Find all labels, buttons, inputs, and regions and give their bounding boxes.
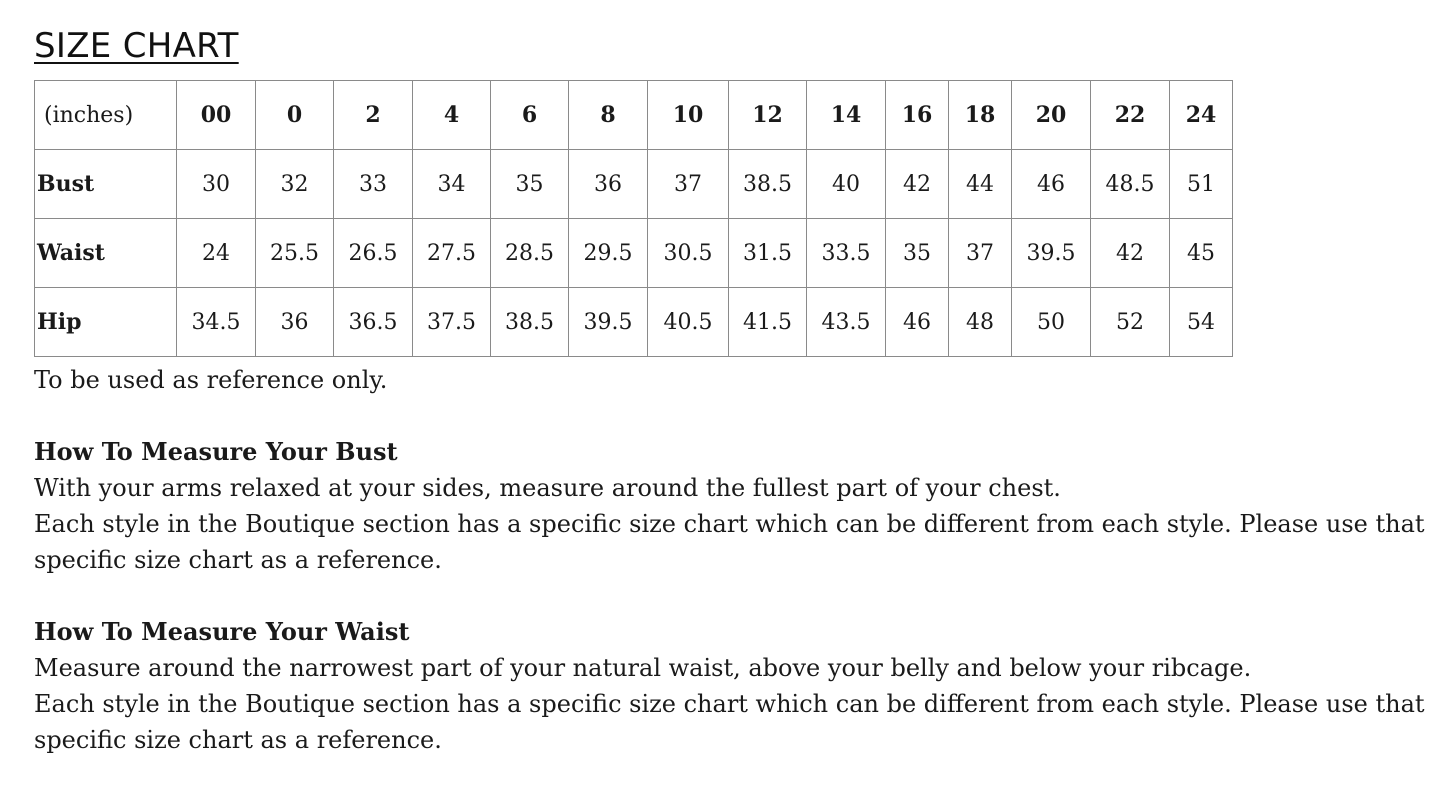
table-cell: 40.5	[648, 288, 729, 357]
bust-measure-section	[34, 434, 1434, 578]
table-cell: 38.5	[729, 150, 807, 219]
size-header-18: 18	[949, 81, 1012, 150]
table-cell: 33	[334, 150, 413, 219]
table-cell: 44	[949, 150, 1012, 219]
table-cell: 41.5	[729, 288, 807, 357]
page-title: SIZE CHART	[34, 26, 239, 66]
table-cell: 37	[648, 150, 729, 219]
table-cell: 43.5	[807, 288, 886, 357]
size-header-0: 0	[256, 81, 334, 150]
size-header-22: 22	[1091, 81, 1170, 150]
table-cell: 30.5	[648, 219, 729, 288]
table-cell: 36	[569, 150, 648, 219]
size-header-00: 00	[177, 81, 256, 150]
table-row-hip	[35, 288, 1233, 357]
table-cell: 40	[807, 150, 886, 219]
table-cell: 33.5	[807, 219, 886, 288]
size-header-row	[35, 81, 1233, 150]
size-chart-table	[34, 80, 1233, 357]
table-row-waist	[35, 219, 1233, 288]
waist-instruction-text: Measure around the narrowest part of your natural waist, above your belly and below your ribcage.	[34, 654, 1252, 682]
bust-instruction-text: With your arms relaxed at your sides, measure around the fullest part of your chest.	[34, 474, 1061, 502]
size-header-6: 6	[491, 81, 569, 150]
row-label-hip: Hip	[35, 288, 177, 357]
table-cell: 32	[256, 150, 334, 219]
table-cell: 29.5	[569, 219, 648, 288]
table-cell: 50	[1012, 288, 1091, 357]
size-header-4: 4	[413, 81, 491, 150]
table-cell: 39.5	[1012, 219, 1091, 288]
table-cell: 36	[256, 288, 334, 357]
table-cell: 39.5	[569, 288, 648, 357]
bust-style-note: Each style in the Boutique section has a specific size chart which can be different from each style. Please use that specific size chart as a reference.	[34, 510, 1425, 574]
row-label-waist: Waist	[35, 219, 177, 288]
table-cell: 24	[177, 219, 256, 288]
size-header-20: 20	[1012, 81, 1091, 150]
table-cell: 46	[886, 288, 949, 357]
size-header-8: 8	[569, 81, 648, 150]
table-cell: 30	[177, 150, 256, 219]
unit-label: (inches)	[35, 81, 177, 150]
reference-note: To be used as reference only.	[34, 366, 388, 394]
table-cell: 26.5	[334, 219, 413, 288]
table-cell: 38.5	[491, 288, 569, 357]
table-cell: 31.5	[729, 219, 807, 288]
table-cell: 34	[413, 150, 491, 219]
size-header-10: 10	[648, 81, 729, 150]
table-cell: 51	[1170, 150, 1233, 219]
bust-section-heading: How To Measure Your Bust	[34, 437, 398, 466]
size-header-12: 12	[729, 81, 807, 150]
table-cell: 35	[886, 219, 949, 288]
waist-measure-section	[34, 614, 1434, 758]
size-header-14: 14	[807, 81, 886, 150]
waist-section-heading: How To Measure Your Waist	[34, 617, 410, 646]
table-cell: 42	[886, 150, 949, 219]
table-cell: 48.5	[1091, 150, 1170, 219]
table-cell: 52	[1091, 288, 1170, 357]
table-cell: 46	[1012, 150, 1091, 219]
table-cell: 54	[1170, 288, 1233, 357]
table-cell: 48	[949, 288, 1012, 357]
table-row-bust	[35, 150, 1233, 219]
size-header-24: 24	[1170, 81, 1233, 150]
table-cell: 25.5	[256, 219, 334, 288]
waist-style-note: Each style in the Boutique section has a specific size chart which can be different from each style. Please use that specific size chart as a reference.	[34, 690, 1425, 754]
table-cell: 34.5	[177, 288, 256, 357]
table-cell: 37.5	[413, 288, 491, 357]
size-header-16: 16	[886, 81, 949, 150]
size-header-2: 2	[334, 81, 413, 150]
table-cell: 36.5	[334, 288, 413, 357]
table-cell: 27.5	[413, 219, 491, 288]
table-cell: 45	[1170, 219, 1233, 288]
table-cell: 28.5	[491, 219, 569, 288]
table-cell: 42	[1091, 219, 1170, 288]
table-cell: 37	[949, 219, 1012, 288]
row-label-bust: Bust	[35, 150, 177, 219]
table-cell: 35	[491, 150, 569, 219]
